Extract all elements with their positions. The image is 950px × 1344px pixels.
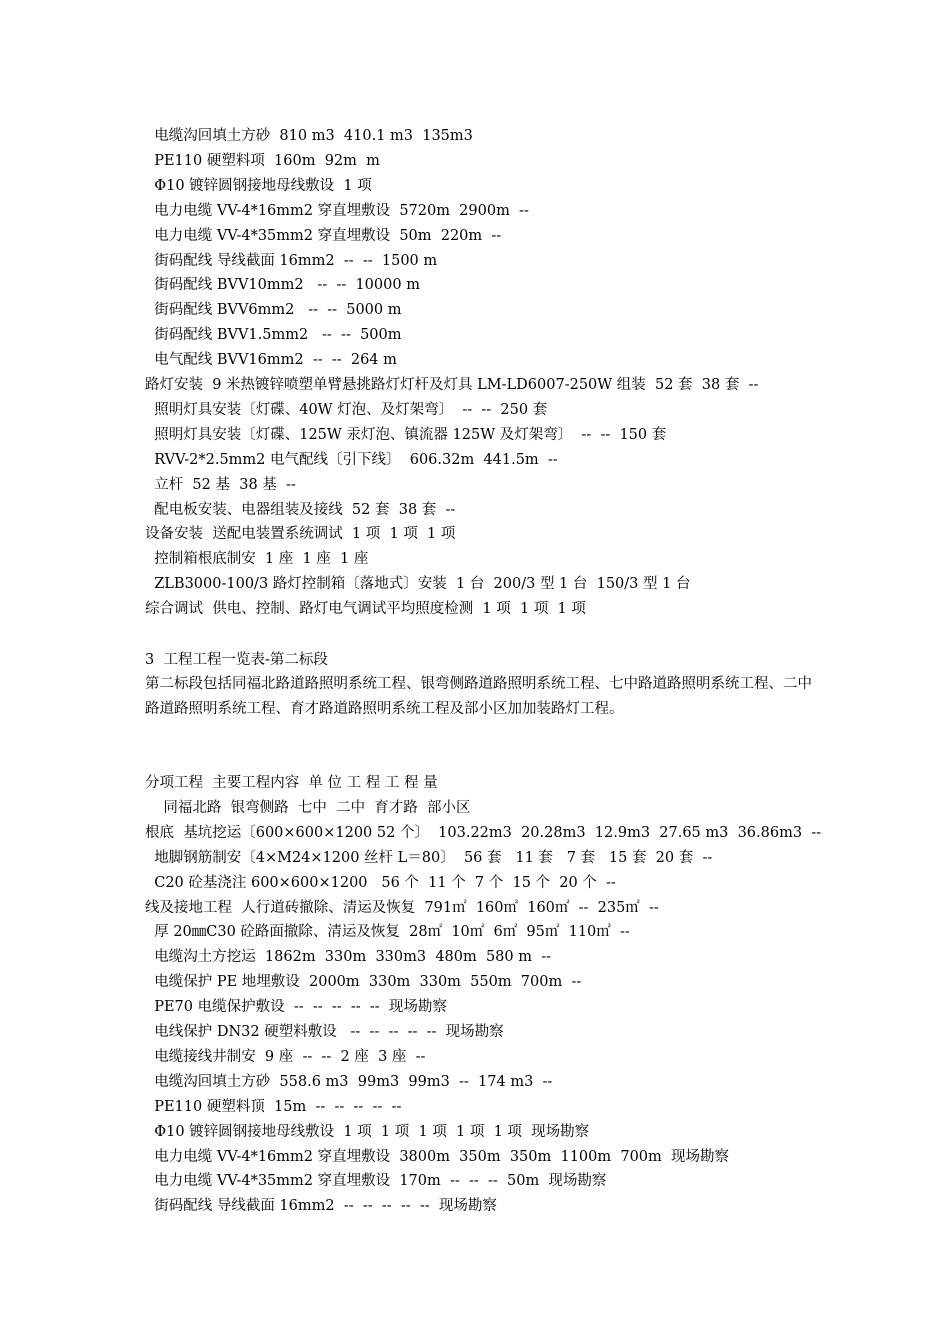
text-line: 路灯安装 9 米热镀锌喷塑单臂悬挑路灯灯杆及灯具 LM-LD6007-250W 组装 52 套 38 套 -- bbox=[145, 377, 759, 393]
text-line: 配电板安装、电器组装及接线 52 套 38 套 -- bbox=[145, 501, 456, 518]
text-line: 电缆沟土方挖运 1862m 330m 330m3 480m 580 m -- bbox=[145, 949, 552, 966]
text-line: 照明灯具安装〔灯碟、40W 灯泡、及灯架弯〕 -- -- 250 套 bbox=[145, 401, 548, 418]
text-line: 街码配线 BVV10mm2 -- -- 10000 m bbox=[145, 277, 420, 294]
text-line: 电力电缆 VV-4*16mm2 穿直埋敷设 5720m 2900m -- bbox=[145, 202, 529, 219]
text-line: 街码配线 BVV1.5mm2 -- -- 500m bbox=[145, 327, 402, 344]
text-line: 控制箱根底制安 1 座 1 座 1 座 bbox=[145, 551, 369, 568]
text-line: PE110 硬塑料顶 15m -- -- -- -- -- bbox=[145, 1098, 402, 1115]
text-line: 电缆沟回填土方砂 810 m3 410.1 m3 135m3 bbox=[145, 128, 473, 144]
text-line: 设备安装 送配电装置系统调试 1 项 1 项 1 项 bbox=[145, 526, 456, 543]
text-line: 综合调试 供电、控制、路灯电气调试平均照度检测 1 项 1 项 1 项 bbox=[145, 601, 586, 618]
text-line: PE110 硬塑料项 160m 92m m bbox=[145, 152, 380, 169]
text-line: 电线保护 DN32 硬塑料敷设 -- -- -- -- -- 现场勘察 bbox=[145, 1024, 504, 1040]
text-line: 电力电缆 VV-4*35mm2 穿直埋敷设 170m -- -- -- 50m 现场勘察 bbox=[145, 1173, 607, 1190]
text-line: 厚 20㎜C30 砼路面撤除、清运及恢复 28㎡ 10㎡ 6㎡ 95㎡ 110㎡ -- bbox=[145, 924, 630, 941]
text-line: ZLB3000-100/3 路灯控制箱〔落地式〕安装 1 台 200/3 型 1 台 150/3 型 1 台 bbox=[145, 576, 691, 593]
text-line: PE70 电缆保护敷设 -- -- -- -- -- 现场勘察 bbox=[145, 999, 447, 1016]
text-line: 街码配线 导线截面 16mm2 -- -- -- -- -- 现场勘察 bbox=[145, 1198, 497, 1215]
text-line: 街码配线 BVV6mm2 -- -- 5000 m bbox=[145, 302, 402, 319]
text-line: 街码配线 导线截面 16mm2 -- -- 1500 m bbox=[145, 252, 438, 269]
text-line: RVV-2*2.5mm2 电气配线〔引下线〕 606.32m 441.5m -- bbox=[145, 451, 558, 468]
text-line: 电力电缆 VV-4*16mm2 穿直埋敷设 3800m 350m 350m 1100m 700m 现场勘察 bbox=[145, 1148, 729, 1165]
text-line: 照明灯具安装〔灯碟、125W 汞灯泡、镇流器 125W 及灯架弯〕 -- -- 150 套 bbox=[145, 426, 667, 443]
text-line: 分项工程 主要工程内容 单 位 工 程 工 程 量 bbox=[145, 775, 438, 791]
text-line: 电缆接线井制安 9 座 -- -- 2 座 3 座 -- bbox=[145, 1048, 426, 1065]
text-line: 电缆沟回填土方砂 558.6 m3 99m3 99m3 -- 174 m3 -- bbox=[145, 1073, 553, 1090]
section2-heading: 3 工程工程一览表-第二标段 bbox=[145, 652, 328, 668]
text-line: 电力电缆 VV-4*35mm2 穿直埋敷设 50m 220m -- bbox=[145, 227, 502, 244]
text-line: 线及接地工程 人行道砖撤除、清运及恢复 791㎡ 160㎡ 160㎡ -- 235㎡ -- bbox=[145, 899, 659, 916]
text-line: C20 砼基浇注 600×600×1200 56 个 11 个 7 个 15 个 20 个 -- bbox=[145, 874, 616, 891]
text-line: 立杆 52 基 38 基 -- bbox=[145, 476, 296, 493]
text-line: 电气配线 BVV16mm2 -- -- 264 m bbox=[145, 352, 397, 369]
text-line: Φ10 镀锌圆钢接地母线敷设 1 项 bbox=[145, 177, 372, 194]
text-line: 地脚钢筋制安〔4×M24×1200 丝杆 L＝80〕 56 套 11 套 7 套 15 套 20 套 -- bbox=[145, 849, 713, 866]
text-line: 电缆保护 PE 地埋敷设 2000m 330m 330m 550m 700m -- bbox=[145, 974, 582, 991]
text-line: 同福北路 银弯侧路 七中 二中 育才路 部小区 bbox=[145, 799, 471, 816]
section2-paragraph: 第二标段包括同福北路道路照明系统工程、银弯侧路道路照明系统工程、七中路道路照明系统工程、二中路道路照明系统工程、育才路道路照明系统工程及部小区加加装路灯工程。 bbox=[145, 676, 812, 717]
text-line: Φ10 镀锌圆钢接地母线敷设 1 项 1 项 1 项 1 项 1 项 现场勘察 bbox=[145, 1123, 590, 1140]
text-line: 根底 基坑挖运〔600×600×1200 52 个〕 103.22m3 20.28m3 12.9m3 27.65 m3 36.86m3 -- bbox=[145, 824, 822, 841]
